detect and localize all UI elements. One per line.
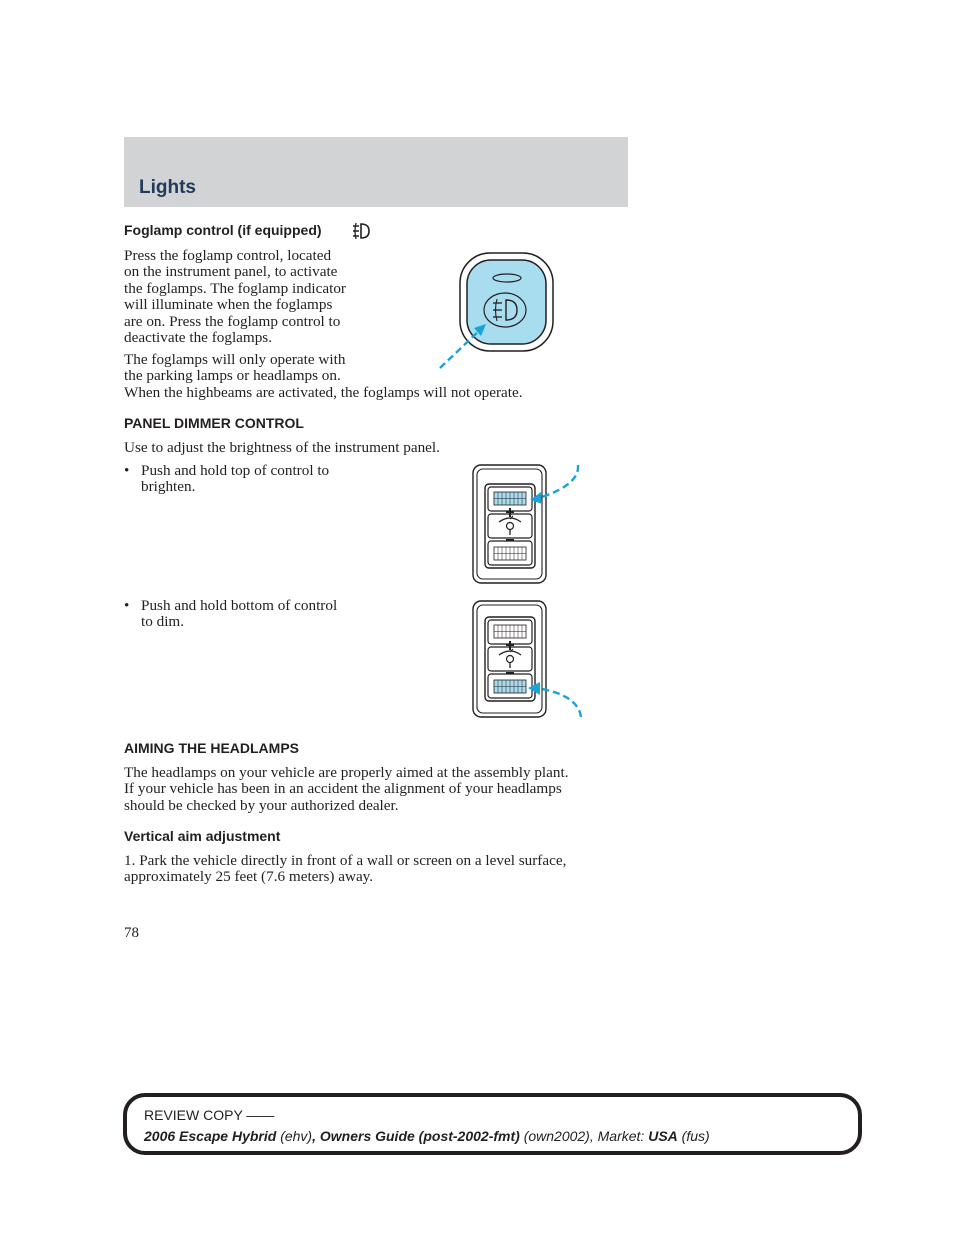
section-title: Lights — [139, 177, 196, 198]
vertical-aim-heading: Vertical aim adjustment — [124, 828, 281, 844]
text-line: Push and hold bottom of control — [141, 597, 338, 614]
foglamp-heading-text: Foglamp control (if equipped) — [124, 222, 322, 238]
text-line: Press the foglamp control, located — [124, 247, 332, 264]
text-line: 1. Park the vehicle directly in front of a wall or screen on a level surface, — [124, 852, 567, 869]
page-number: 78 — [124, 925, 139, 941]
footer-model: 2006 Escape Hybrid — [144, 1128, 277, 1144]
review-copy-footer — [123, 1093, 862, 1155]
dimmer-control-dim-illustration — [470, 598, 585, 723]
bullet-dot: • — [124, 462, 130, 479]
review-copy-details — [144, 1128, 710, 1144]
panel-dimmer-intro: Use to adjust the brightness of the instrument panel. — [124, 439, 440, 456]
review-copy-label: REVIEW COPY —— — [144, 1107, 275, 1123]
panel-dimmer-heading: PANEL DIMMER CONTROL — [124, 415, 304, 431]
footer-guide: , Owners Guide (post-2002-fmt) — [312, 1128, 520, 1144]
aiming-paragraph — [124, 765, 569, 814]
text-line: the parking lamps or headlamps on. — [124, 367, 341, 385]
text-line: If your vehicle has been in an accident the alignment of your headlamps — [124, 780, 562, 798]
bullet-text — [141, 598, 337, 631]
text-line: When the highbeams are activated, the foglamps will not operate. — [124, 383, 523, 401]
text-line: approximately 25 feet (7.6 meters) away. — [124, 868, 374, 886]
text-line: The foglamps will only operate with — [124, 351, 346, 368]
bullet-text — [141, 463, 329, 496]
text-line: are on. Press the foglamp control to — [124, 312, 341, 330]
text-line: should be checked by your authorized dealer. — [124, 796, 399, 814]
vertical-aim-step-1 — [124, 853, 566, 886]
aiming-heading: AIMING THE HEADLAMPS — [124, 740, 299, 756]
footer-guide-code: (own2002) — [523, 1128, 590, 1144]
foglamp-paragraph-1 — [124, 248, 346, 346]
section-header-band — [124, 137, 628, 207]
text-line: the foglamps. The foglamp indicator — [124, 279, 346, 297]
footer-market-code: (fus) — [681, 1128, 710, 1144]
foglamp-heading — [124, 222, 322, 238]
text-line: will illuminate when the foglamps — [124, 296, 333, 314]
foglamp-control-illustration — [430, 248, 560, 378]
foglamp-heading-icon — [350, 221, 372, 241]
text-line: brighten. — [141, 478, 196, 496]
text-line: to dim. — [141, 613, 185, 631]
footer-model-code: (ehv) — [280, 1128, 313, 1144]
text-line: The headlamps on your vehicle are properly aimed at the assembly plant. — [124, 764, 569, 781]
footer-market-label: , Market: — [589, 1128, 649, 1144]
text-line: Push and hold top of control to — [141, 462, 330, 479]
footer-market: USA — [648, 1128, 678, 1144]
text-line: on the instrument panel, to activate — [124, 263, 338, 281]
text-line: deactivate the foglamps. — [124, 329, 273, 347]
bullet-dot: • — [124, 597, 130, 614]
dimmer-control-brighten-illustration — [470, 462, 585, 587]
